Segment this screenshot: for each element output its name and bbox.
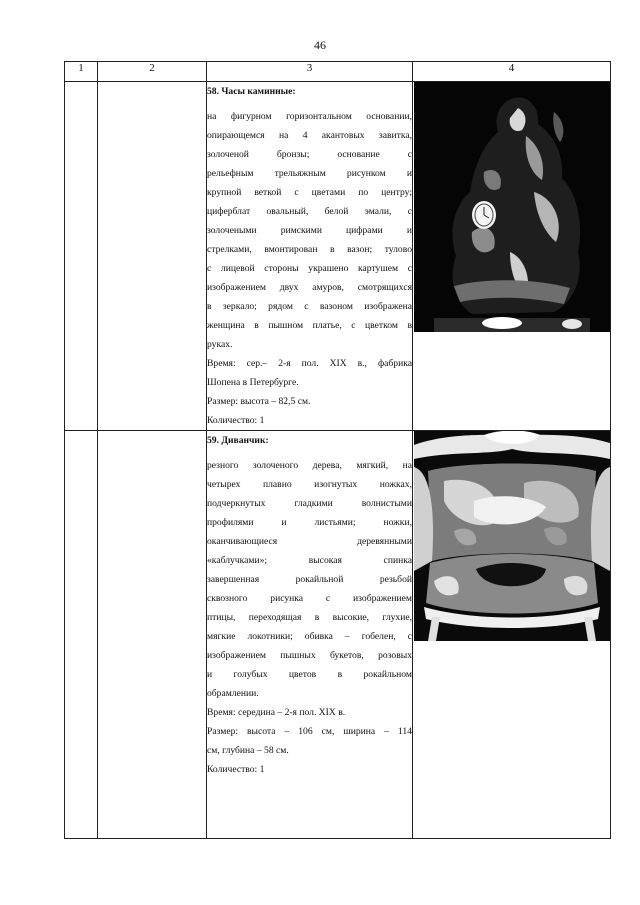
desc-line: женщина в пышном платье, с цветком в	[207, 320, 412, 331]
item-photo-cell	[413, 431, 611, 839]
cell-col-1	[65, 431, 98, 839]
item-title: 58. Часы каминные:	[207, 86, 296, 97]
desc-line: золочеными римскими цифрами и	[207, 225, 412, 236]
desc-line: обрамлении.	[207, 688, 259, 699]
mantel-clock-photo	[414, 82, 610, 332]
desc-line: профилями и листьями; ножки,	[207, 517, 412, 528]
header-row	[65, 62, 611, 82]
desc-line: в зеркало; рядом с вазоном изображена	[207, 301, 412, 312]
inventory-table	[64, 61, 611, 839]
desc-line: птицы, переходящая в высокие, глухие,	[207, 612, 412, 623]
desc-line: завершенная рокайльной резьбой	[207, 574, 412, 585]
header-col-2: 2	[98, 62, 207, 82]
desc-line: опирающемся на 4 акантовых завитка,	[207, 130, 412, 141]
desc-line: резного золоченого дерева, мягкий, на	[207, 460, 412, 471]
desc-line: сквозного рисунка с изображением	[207, 593, 412, 604]
desc-line: четырех плавно изогнутых ножках,	[207, 479, 412, 490]
item-description	[207, 82, 413, 431]
desc-line: изображением двух амуров, смотрящихся	[207, 282, 412, 293]
page-number: 46	[314, 38, 326, 52]
desc-line: подчеркнутых гладкими волнистыми	[207, 498, 412, 509]
desc-line: с лицевой стороны украшено картушем с	[207, 263, 412, 274]
desc-line: циферблат овальный, белой эмали, с	[207, 206, 412, 217]
desc-line: «каблучками»; высокая спинка	[207, 555, 412, 566]
cell-col-1	[65, 82, 98, 431]
quantity: Количество: 1	[207, 415, 265, 426]
settee-photo	[414, 431, 610, 641]
desc-line: золоченой бронзы; основание с	[207, 149, 412, 160]
size-line: Размер: высота – 82,5 см.	[207, 396, 311, 407]
desc-line: крупной веткой с цветами по центру;	[207, 187, 412, 198]
cell-col-2	[98, 82, 207, 431]
desc-line: оканчивающиеся деревянными	[207, 536, 412, 547]
desc-line: изображением пышных букетов, розовых	[207, 650, 412, 661]
desc-line: мягкие локотники; обивка – гобелен, с	[207, 631, 412, 642]
desc-line: на фигурном горизонтальном основании,	[207, 111, 412, 122]
desc-line: стрелками, вмонтирован в вазон; тулово	[207, 244, 412, 255]
item-description	[207, 431, 413, 839]
header-col-4: 4	[413, 62, 611, 82]
quantity: Количество: 1	[207, 764, 265, 775]
header-col-1: 1	[65, 62, 98, 82]
desc-line: руках.	[207, 339, 233, 350]
size-line: см, глубина – 58 см.	[207, 745, 289, 756]
header-col-3: 3	[207, 62, 413, 82]
item-title: 59. Диванчик:	[207, 435, 269, 446]
size-line: Размер: высота – 106 см, ширина – 114	[207, 726, 412, 737]
table-row	[65, 82, 611, 431]
time-line: Время: сер.– 2-я пол. XIX в., фабрика	[207, 358, 412, 369]
desc-line: и голубых цветов в рокайльном	[207, 669, 412, 680]
item-photo-cell	[413, 82, 611, 431]
cell-col-2	[98, 431, 207, 839]
desc-line: рельефным трельяжным рисунком и	[207, 168, 412, 179]
table-row	[65, 431, 611, 839]
time-line: Шопена в Петербурге.	[207, 377, 299, 388]
time-line: Время: середина – 2-я пол. XIX в.	[207, 707, 346, 718]
